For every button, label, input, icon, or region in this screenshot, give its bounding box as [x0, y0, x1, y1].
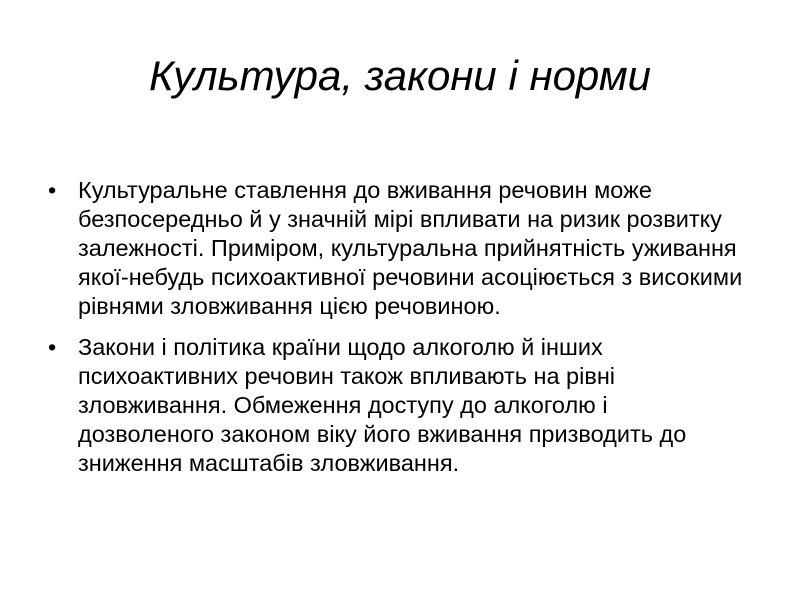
bullet-marker: •	[48, 177, 57, 203]
bullet-marker: •	[48, 334, 57, 360]
bullet-item-laws	[48, 333, 748, 478]
slide-title: Культура, закони і норми	[149, 52, 651, 99]
bullet-text: Закони і політика країни щодо алкоголю й інших психоактивних речовин також впливають на рівні зловживання. Обмеження доступу до алкоголю і дозволеного законом віку його вживання призводить до зниження масштабів зловживання.	[78, 334, 687, 476]
bullet-text: Культуральне ставлення до вживання речовин може безпосередньо й у значній мірі впливати на ризик розвитку залежності. Приміром, культуральна прийнятність уживання якої-небудь психоактивної речовини асоціюється з високими рівнями зловживання цією речовиною.	[78, 177, 743, 319]
bullet-item-culture	[48, 176, 748, 321]
bullet-list	[48, 176, 748, 490]
